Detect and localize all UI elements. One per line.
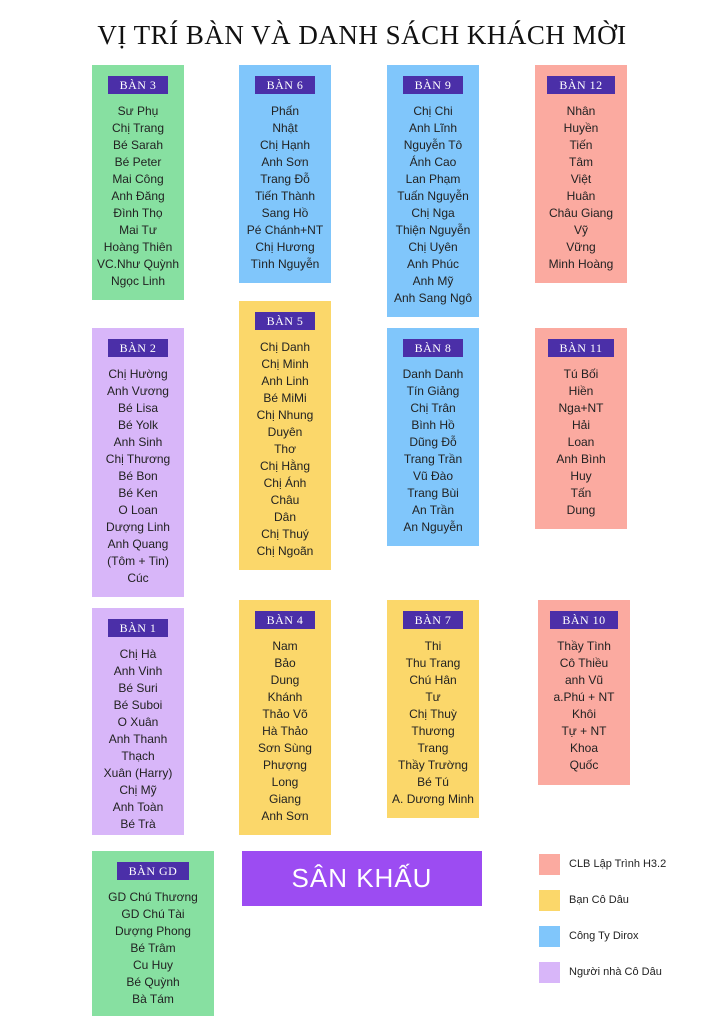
guest-name: Anh Phúc	[406, 257, 460, 271]
guest-name: Trang Trần	[403, 452, 463, 466]
guest-name: Anh Toàn	[112, 800, 164, 814]
table-label: BÀN 6	[255, 76, 316, 94]
guest-name: Anh Sơn	[261, 155, 309, 169]
legend-label: Người nhà Cô Dâu	[569, 966, 662, 978]
guest-name: Thầy Trường	[398, 758, 468, 772]
guest-name: Khánh	[267, 690, 303, 704]
guest-name: Tín Giảng	[406, 384, 460, 398]
guest-name: Chị Hằng	[259, 459, 311, 473]
guest-name: Trang Bùi	[407, 486, 459, 500]
guest-name: Chị Mỹ	[119, 783, 157, 797]
guest-name: Đình Thọ	[113, 206, 163, 220]
guest-name: Danh Danh	[402, 367, 464, 381]
guest-name: Chị Nhung	[256, 408, 314, 422]
guest-name: Phấn	[270, 104, 300, 118]
guest-name: Chị Trang	[111, 121, 165, 135]
guest-name: Thầy Tình	[557, 639, 611, 653]
guest-name: Dượng Linh	[106, 520, 170, 534]
guest-list	[239, 638, 331, 825]
guest-name: Anh Sang Ngô	[393, 291, 473, 305]
guest-name: Chị Hường	[108, 367, 168, 381]
guest-name: Bé Lisa	[117, 401, 159, 415]
guest-name: Bé Quỳnh	[126, 975, 180, 989]
table-ban-12	[535, 65, 627, 283]
legend-item-ban-co-dau	[539, 889, 629, 911]
guest-list	[92, 646, 184, 833]
legend-label: Công Ty Dirox	[569, 930, 639, 942]
guest-name: Anh Sơn	[261, 809, 309, 823]
table-label: BÀN 11	[548, 339, 615, 357]
legend-swatch	[539, 962, 560, 983]
guest-name: Ánh Cao	[409, 155, 457, 169]
guest-name: Hà Thảo	[262, 724, 308, 738]
guest-name: Châu Giang	[548, 206, 614, 220]
table-ban-gd	[92, 851, 214, 1016]
table-ban-2	[92, 328, 184, 597]
guest-name: Sư Phụ	[117, 104, 159, 118]
guest-name: Chị Hà	[119, 647, 157, 661]
guest-name: Phượng	[263, 758, 307, 772]
guest-name: Bé Peter	[114, 155, 162, 169]
guest-list	[92, 366, 184, 587]
table-label: BÀN 5	[255, 312, 316, 330]
guest-name: Bé Sarah	[112, 138, 164, 152]
guest-name: a.Phú + NT	[553, 690, 615, 704]
guest-name: Hiền	[568, 384, 594, 398]
table-ban-3	[92, 65, 184, 300]
guest-name: Bé Trà	[120, 817, 156, 831]
guest-name: Trang Đỗ	[260, 172, 310, 186]
guest-name: Anh Linh	[261, 374, 309, 388]
guest-name: Sang Hồ	[261, 206, 309, 220]
guest-name: Giang	[268, 792, 302, 806]
guest-list	[92, 103, 184, 290]
guest-name: Tuấn Nguyễn	[397, 189, 469, 203]
table-ban-8	[387, 328, 479, 546]
guest-name: Bé Bon	[118, 469, 158, 483]
guest-name: Việt	[570, 172, 592, 186]
table-ban-10	[538, 600, 630, 785]
guest-name: Vững	[566, 240, 596, 254]
table-label: BÀN 4	[255, 611, 316, 629]
guest-name: Nam	[272, 639, 298, 653]
stage: SÂN KHẤU	[242, 851, 482, 906]
guest-name: Hải	[571, 418, 590, 432]
guest-name: Thiện Nguyễn	[395, 223, 471, 237]
guest-name: O Loan	[118, 503, 158, 517]
guest-name: Cô Thiều	[559, 656, 609, 670]
guest-name: Quốc	[569, 758, 599, 772]
guest-name: Bảo	[274, 656, 296, 670]
legend-label: CLB Lập Trình H3.2	[569, 858, 667, 870]
guest-name: Trang	[417, 741, 449, 755]
guest-name: Tự + NT	[561, 724, 607, 738]
table-ban-6	[239, 65, 331, 283]
legend-item-clb	[539, 853, 666, 875]
guest-name: Bình Hồ	[411, 418, 455, 432]
guest-name: A. Dương Minh	[392, 792, 474, 806]
guest-name: Chị Thương	[105, 452, 171, 466]
guest-name: Chị Nga	[411, 206, 455, 220]
guest-name: Long	[271, 775, 299, 789]
guest-name: Ngọc Linh	[110, 274, 166, 288]
guest-name: Chị Hạnh	[259, 138, 311, 152]
guest-list	[239, 103, 331, 273]
table-label: BÀN 3	[108, 76, 169, 94]
guest-name: anh Vũ	[564, 673, 604, 687]
guest-name: GD Chú Tài	[121, 907, 185, 921]
legend-label: Bạn Cô Dâu	[569, 894, 629, 906]
guest-name: Thu Trang	[405, 656, 461, 670]
guest-name: Bé Ken	[118, 486, 158, 500]
guest-name: Tú Bối	[563, 367, 599, 381]
guest-list	[387, 638, 479, 808]
guest-name: Anh Sinh	[113, 435, 163, 449]
guest-name: Mai Công	[112, 172, 164, 186]
guest-name: Bé Trâm	[130, 941, 176, 955]
guest-name: Sơn Sùng	[258, 741, 312, 755]
guest-name: Chị Chi	[413, 104, 453, 118]
table-label: BÀN 10	[550, 611, 617, 629]
table-label: BÀN 8	[403, 339, 464, 357]
guest-name: Bé MiMi	[263, 391, 307, 405]
guest-name: Chị Thuỳ	[409, 707, 457, 721]
legend-swatch	[539, 926, 560, 947]
guest-name: Chị Minh	[261, 357, 309, 371]
guest-name: Bé Tú	[417, 775, 449, 789]
guest-name: Dung	[566, 503, 596, 517]
table-ban-7	[387, 600, 479, 818]
guest-list	[535, 366, 627, 519]
guest-name: Chị Thuý	[261, 527, 309, 541]
guest-list	[239, 339, 331, 560]
guest-name: Khoa	[569, 741, 599, 755]
guest-name: VC.Như Quỳnh	[96, 257, 180, 271]
guest-name: O Xuân	[117, 715, 159, 729]
guest-list	[92, 889, 214, 1008]
guest-name: Thi	[424, 639, 442, 653]
guest-name: Huân	[566, 189, 596, 203]
guest-name: Cu Huy	[132, 958, 173, 972]
table-ban-1	[92, 608, 184, 835]
guest-name: Minh Hoàng	[548, 257, 614, 271]
table-label: BÀN 12	[547, 76, 614, 94]
guest-name: Anh Mỹ	[412, 274, 454, 288]
guest-name: Thương	[411, 724, 455, 738]
guest-name: Nguyễn Tô	[403, 138, 463, 152]
guest-name: Vỹ	[573, 223, 588, 237]
table-ban-4	[239, 600, 331, 835]
guest-name: Dân	[273, 510, 296, 524]
guest-name: Dượng Phong	[115, 924, 191, 938]
guest-name: Hoàng Thiên	[103, 240, 173, 254]
guest-name: An Trần	[411, 503, 455, 517]
guest-name: Bé Suboi	[113, 698, 163, 712]
guest-name: Thơ	[274, 442, 296, 456]
table-label: BÀN 7	[403, 611, 464, 629]
guest-name: Nhân	[566, 104, 596, 118]
guest-name: Tâm	[569, 155, 593, 169]
guest-name: Châu	[270, 493, 300, 507]
table-label: BÀN GD	[117, 862, 190, 880]
guest-name: Chú Hân	[409, 673, 457, 687]
guest-name: Chị Danh	[259, 340, 311, 354]
guest-name: Anh Bình	[556, 452, 606, 466]
guest-name: Anh Đăng	[111, 189, 165, 203]
guest-name: Vũ Đào	[412, 469, 454, 483]
page-title: VỊ TRÍ BÀN VÀ DANH SÁCH KHÁCH MỜI	[97, 20, 627, 50]
guest-name: Tư	[425, 690, 441, 704]
guest-name: Anh Thanh	[108, 732, 168, 746]
guest-name: Anh Quang	[107, 537, 169, 551]
guest-name: Pé Chánh+NT	[246, 223, 324, 237]
legend-item-nguoi-nha	[539, 961, 662, 983]
guest-name: Tình Nguyễn	[250, 257, 320, 271]
guest-name: Bà Tám	[132, 992, 174, 1006]
guest-name: Tấn	[570, 486, 592, 500]
table-label: BÀN 9	[403, 76, 464, 94]
guest-name: Thạch	[121, 749, 155, 763]
guest-name: Huyền	[563, 121, 599, 135]
guest-name: Nhật	[272, 121, 298, 135]
guest-name: Anh Lĩnh	[408, 121, 458, 135]
guest-name: Lan Phạm	[405, 172, 461, 186]
guest-list	[387, 366, 479, 536]
table-ban-9	[387, 65, 479, 317]
guest-name: Tiến	[569, 138, 593, 152]
guest-name: Huy	[570, 469, 592, 483]
guest-name: Dung	[270, 673, 300, 687]
guest-name: Nga+NT	[558, 401, 604, 415]
legend-swatch	[539, 890, 560, 911]
guest-name: Bé Yolk	[117, 418, 159, 432]
guest-name: An Nguyễn	[403, 520, 463, 534]
guest-list	[535, 103, 627, 273]
guest-name: Mai Tư	[119, 223, 157, 237]
guest-name: (Tôm + Tin)	[107, 554, 169, 568]
guest-name: Duyên	[267, 425, 303, 439]
guest-name: Chị Ánh	[263, 476, 307, 490]
guest-name: Bé Suri	[118, 681, 158, 695]
table-label: BÀN 2	[108, 339, 169, 357]
table-ban-11	[535, 328, 627, 529]
guest-list	[387, 103, 479, 307]
legend-swatch	[539, 854, 560, 875]
guest-name: Tiến Thành	[254, 189, 316, 203]
table-ban-5	[239, 301, 331, 570]
guest-name: Xuân (Harry)	[103, 766, 173, 780]
table-label: BÀN 1	[108, 619, 169, 637]
guest-name: Anh Vinh	[113, 664, 163, 678]
guest-name: Chị Ngoãn	[256, 544, 314, 558]
guest-name: Loan	[567, 435, 595, 449]
guest-name: Cúc	[127, 571, 149, 585]
guest-list	[538, 638, 630, 774]
legend-item-dirox	[539, 925, 639, 947]
guest-name: Chị Trân	[410, 401, 456, 415]
guest-name: Chị Uyên	[408, 240, 458, 254]
guest-name: Dũng Đỗ	[409, 435, 457, 449]
guest-name: Chị Hương	[255, 240, 315, 254]
guest-name: Thảo Võ	[262, 707, 308, 721]
guest-name: Khôi	[571, 707, 597, 721]
guest-name: Anh Vương	[107, 384, 169, 398]
guest-name: GD Chú Thương	[108, 890, 198, 904]
